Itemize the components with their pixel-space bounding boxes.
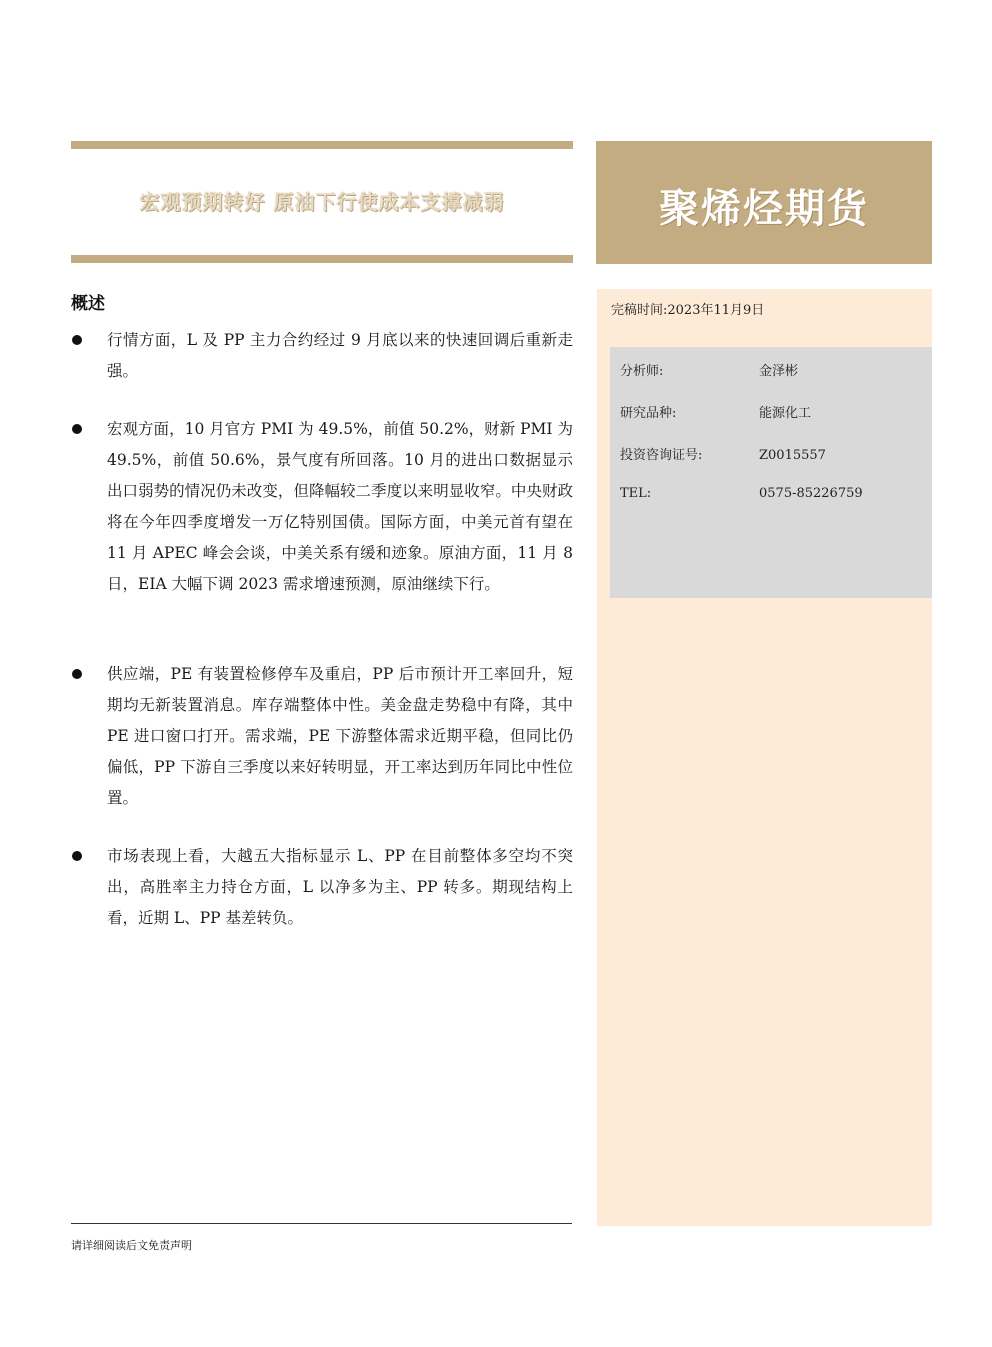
bullet-dot-icon: [72, 851, 82, 861]
finish-date: 完稿时间:2023年11月9日: [611, 303, 765, 318]
bullet-text: 市场表现上看，大越五大指标显示 L、PP 在目前整体多空均不突出，高胜率主力持仓方面，L 以净多为主、PP 转多。期现结构上看，近期 L、PP 基差转负。: [107, 847, 573, 927]
bullet-dot-icon: [72, 424, 82, 434]
info-key: 投资咨询证号:: [620, 448, 703, 463]
list-item: [71, 841, 573, 934]
info-value: 金泽彬: [759, 364, 799, 379]
bullet-text: 行情方面，L 及 PP 主力合约经过 9 月底以来的快速回调后重新走强。: [107, 331, 573, 380]
bullet-text: 供应端，PE 有装置检修停车及重启，PP 后市预计开工率回升，短期均无新装置消息。库存端整体中性。美金盘走势稳中有降，其中 PE 进口窗口打开。需求端，PE 下游整体需求近期平稳，但同比仍偏低，PP 下游自三季度以来好转明显，开工率达到历年同比中性位置。: [107, 665, 573, 807]
report-subtitle: 宏观预期转好 原油下行使成本支撑减弱: [139, 190, 505, 214]
info-row-research-category: [620, 402, 811, 421]
section-title: 概述: [71, 294, 105, 314]
list-item: [71, 659, 573, 814]
info-key: 研究品种:: [620, 406, 677, 421]
info-row-analyst: [620, 360, 798, 379]
info-row-tel: [620, 486, 863, 501]
disclaimer-note: 请详细阅读后文免责声明: [71, 1239, 192, 1252]
info-value: 能源化工: [759, 406, 812, 421]
report-title: 聚烯烃期货: [659, 186, 869, 232]
bullet-text: 宏观方面，10 月官方 PMI 为 49.5%，前值 50.2%，财新 PMI 为 49.5%，前值 50.6%，景气度有所回落。10 月的进出口数据显示出口弱势的情况仍未改变，但降幅较二季度以来明显收窄。中央财政将在今年四季度增发一万亿特别国债。国际方面，中美元首有望在 11 月 APEC 峰会会谈，中美关系有缓和迹象。原油方面，11 月 8 日，EIA 大幅下调 2023 需求增速预测，原油继续下行。: [107, 420, 573, 593]
footer-rule: [71, 1223, 572, 1224]
bullet-dot-icon: [72, 335, 82, 345]
header-rule-bottom: [71, 255, 573, 263]
bullet-dot-icon: [72, 669, 82, 679]
info-key: TEL:: [620, 486, 652, 501]
analyst-info-box: [610, 347, 932, 598]
info-key: 分析师:: [620, 364, 664, 379]
title-block: [596, 141, 932, 264]
header-rule-top: [71, 141, 573, 149]
info-value: Z0015557: [759, 448, 826, 463]
list-item: [71, 325, 573, 387]
info-row-license: [620, 444, 826, 463]
info-value: 0575-85226759: [759, 486, 863, 501]
list-item: [71, 414, 573, 600]
